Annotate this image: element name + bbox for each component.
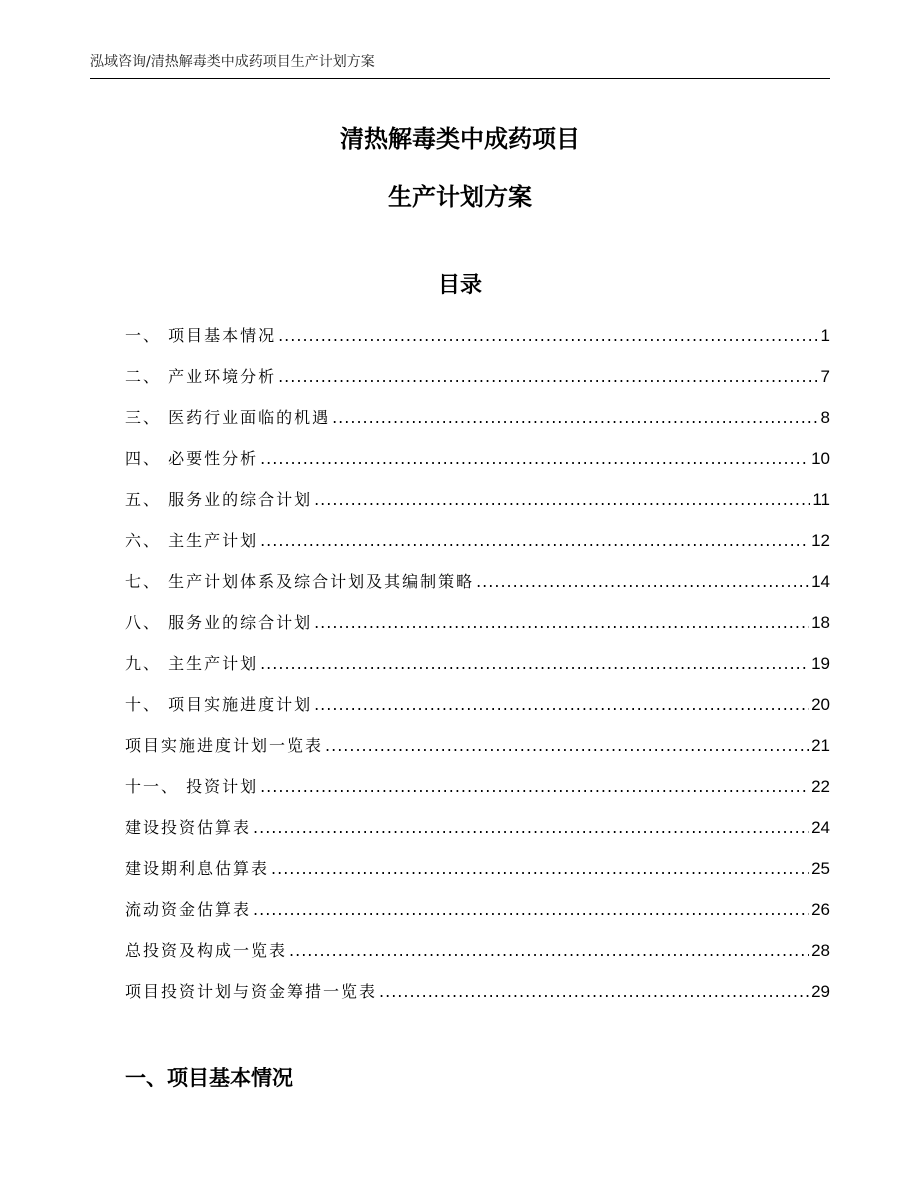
toc-entry-label: 五、 服务业的综合计划 xyxy=(125,490,313,509)
toc-entry[interactable] xyxy=(125,362,830,403)
toc-heading: 目录 xyxy=(437,273,482,298)
toc-entry-page: 18 xyxy=(811,613,830,632)
toc-entry[interactable] xyxy=(125,485,830,526)
toc-entry-page: 1 xyxy=(820,326,830,345)
toc-entry-label: 七、 生产计划体系及综合计划及其编制策略 xyxy=(125,572,475,591)
toc-dot-leader xyxy=(260,649,809,679)
toc-dot-leader xyxy=(260,772,809,802)
toc-entry[interactable] xyxy=(125,772,830,813)
toc-entry[interactable] xyxy=(125,444,830,485)
toc-entry-label: 总投资及构成一览表 xyxy=(125,941,288,960)
toc-entry-page: 19 xyxy=(811,654,830,673)
toc-dot-leader xyxy=(332,403,818,433)
toc-entry-label: 三、 医药行业面临的机遇 xyxy=(125,408,331,427)
toc-entry-label: 八、 服务业的综合计划 xyxy=(125,613,313,632)
toc-entry[interactable] xyxy=(125,977,830,1018)
toc-entry-label: 九、 主生产计划 xyxy=(125,654,259,673)
toc-dot-leader xyxy=(253,813,809,843)
toc-entry-label: 建设投资估算表 xyxy=(125,818,252,837)
toc-entry-page: 7 xyxy=(820,367,830,386)
toc-entry-page: 21 xyxy=(811,736,830,755)
toc-entry-page: 20 xyxy=(811,695,830,714)
toc-dot-leader xyxy=(253,895,809,925)
toc-entry-label: 六、 主生产计划 xyxy=(125,531,259,550)
document-title-line-1: 清热解毒类中成药项目 xyxy=(340,125,580,153)
toc-entry[interactable] xyxy=(125,321,830,362)
toc-entry-page: 12 xyxy=(811,531,830,550)
toc-entry-page: 28 xyxy=(811,941,830,960)
toc-entry-label: 建设期利息估算表 xyxy=(125,859,270,878)
toc-entry-page: 14 xyxy=(811,572,830,591)
toc-dot-leader xyxy=(476,567,809,597)
toc-dot-leader xyxy=(379,977,809,1007)
toc-entry-label: 流动资金估算表 xyxy=(125,900,252,919)
toc-entry[interactable] xyxy=(125,813,830,854)
toc-dot-leader xyxy=(278,362,818,392)
toc-entry-page: 10 xyxy=(811,449,830,468)
toc-entry[interactable] xyxy=(125,690,830,731)
toc-entry-label: 项目实施进度计划一览表 xyxy=(125,736,324,755)
toc-entry-page: 29 xyxy=(811,982,830,1001)
toc-entry-page: 25 xyxy=(811,859,830,878)
toc-entry-label: 二、 产业环境分析 xyxy=(125,367,277,386)
toc-entry-label: 四、 必要性分析 xyxy=(125,449,259,468)
toc-entry[interactable] xyxy=(125,608,830,649)
toc-entry[interactable] xyxy=(125,936,830,977)
toc-dot-leader xyxy=(271,854,809,884)
toc-entry-label: 十一、 投资计划 xyxy=(125,777,259,796)
toc-entry-label: 项目投资计划与资金筹措一览表 xyxy=(125,982,378,1001)
toc-entry[interactable] xyxy=(125,731,830,772)
toc-dot-leader xyxy=(260,526,809,556)
toc-entry-page: 24 xyxy=(811,818,830,837)
toc-dot-leader xyxy=(314,608,809,638)
section-heading: 一、项目基本情况 xyxy=(125,1066,293,1090)
toc-dot-leader xyxy=(314,485,810,515)
toc-entry-label: 一、 项目基本情况 xyxy=(125,326,277,345)
toc-dot-leader xyxy=(260,444,809,474)
toc-dot-leader xyxy=(314,690,809,720)
toc-entry[interactable] xyxy=(125,567,830,608)
toc-entry-label: 十、 项目实施进度计划 xyxy=(125,695,313,714)
document-title-line-2: 生产计划方案 xyxy=(388,183,532,211)
toc-dot-leader xyxy=(278,321,818,351)
toc-dot-leader xyxy=(289,936,809,966)
toc-entry[interactable] xyxy=(125,649,830,690)
table-of-contents xyxy=(125,321,830,1018)
toc-entry[interactable] xyxy=(125,854,830,895)
running-header: 泓域咨询/清热解毒类中成药项目生产计划方案 xyxy=(90,52,830,79)
toc-entry[interactable] xyxy=(125,895,830,936)
toc-entry-page: 8 xyxy=(820,408,830,427)
toc-entry[interactable] xyxy=(125,403,830,444)
toc-entry-page: 22 xyxy=(811,777,830,796)
toc-dot-leader xyxy=(325,731,809,761)
toc-entry-page: 11 xyxy=(812,490,830,509)
toc-entry[interactable] xyxy=(125,526,830,567)
toc-entry-page: 26 xyxy=(811,900,830,919)
